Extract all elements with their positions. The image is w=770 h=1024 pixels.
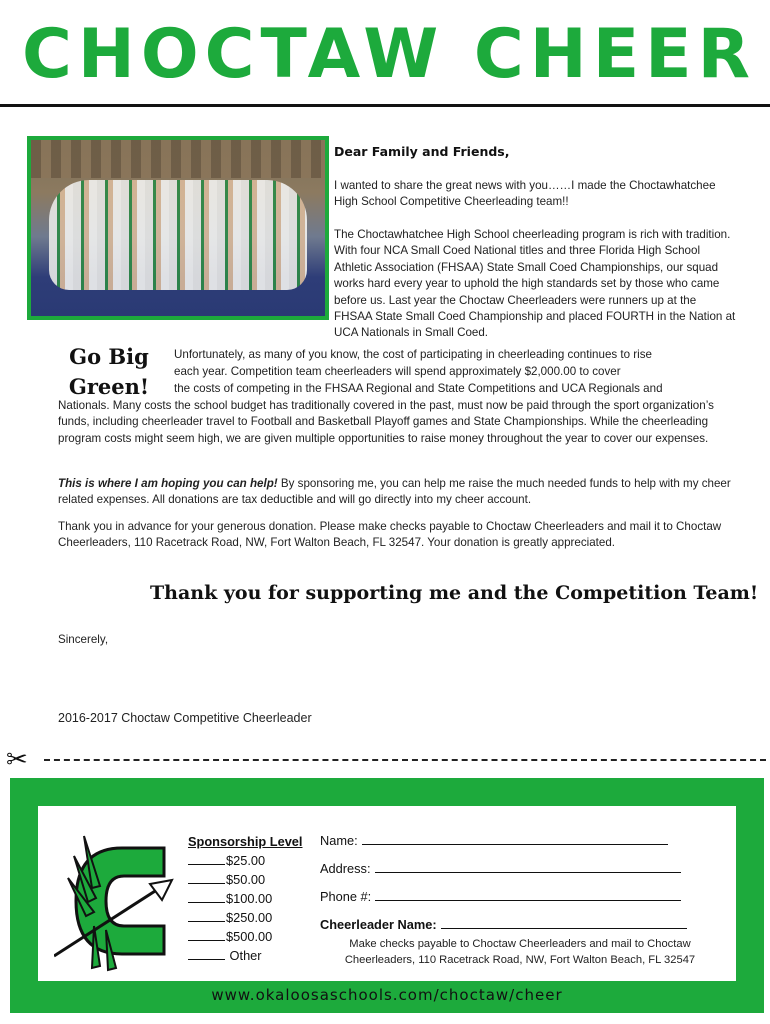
letter-paragraph-3-rest: Nationals. Many costs the school budget has traditionally covered in the past, must now be paid through the sport organization’s funds, including cheerleader travel to Football and Basketball Playoff games and State Championships. While the cheerleading program costs might seem high, we are given multiple opportunities to raise money throughout the year to cover our expenses.	[58, 399, 714, 445]
go-big-green-slogan	[54, 342, 164, 402]
level-option[interactable]	[188, 870, 303, 889]
help-emphasis: This is where I am hoping you can help!	[58, 477, 278, 490]
thank-you-banner: Thank you for supporting me and the Competition Team!	[150, 582, 759, 604]
level-option[interactable]	[188, 927, 303, 946]
blank-line	[188, 921, 225, 922]
slogan-line-1: Go Big	[69, 344, 149, 369]
level-amount: Other	[226, 948, 262, 963]
website-link[interactable]: www.okaloosaschools.com/choctaw/cheer	[211, 986, 563, 1004]
sponsorship-levels	[188, 832, 303, 965]
level-option[interactable]	[188, 946, 303, 965]
blank-line	[188, 940, 225, 941]
photo-bleachers	[31, 140, 325, 178]
help-text: By sponsoring me, you can help me raise the much needed funds to help with my cheer related expenses. All donations are tax deductible and will go directly into my cheer account.	[58, 477, 731, 507]
letter-paragraph-3-line-2: each year. Competition team cheerleaders will spend approximately $2,000.00 to cover	[174, 365, 621, 378]
name-label: Name	[320, 833, 355, 848]
level-amount: $250.00	[226, 910, 273, 925]
cheerleader-name-label: Cheerleader Name:	[320, 917, 437, 932]
team-photo	[27, 136, 329, 320]
letter-paragraph-4	[58, 476, 742, 509]
cheerleader-name-input-line[interactable]	[441, 916, 687, 929]
letter-paragraph-5: Thank you in advance for your generous donation. Please make checks payable to Choctaw Cheerleaders and mail it to Choctaw Cheerleaders, 110 Racetrack Road, NW, Fort Walton Beach, FL 32547. Your donation is greatly appreciated.	[58, 520, 722, 550]
address-label: Address:	[320, 861, 371, 876]
blank-line	[188, 959, 225, 960]
level-option[interactable]	[188, 908, 303, 927]
blank-line	[188, 902, 225, 903]
letter-paragraph-1: I wanted to share the great news with you……I made the Choctawhatchee High School Competitive Cheerleading team!!	[334, 179, 716, 209]
blank-line	[188, 864, 225, 865]
title-divider	[0, 104, 770, 107]
letter-paragraph-3-line-3: the costs of competing in the FHSAA Regional and State Competitions and UCA Regionals and	[174, 382, 663, 395]
letter-paragraph-3-line-1: Unfortunately, as many of you know, the cost of participating in cheerleading continues to rise	[174, 348, 652, 361]
phone-label: Phone #:	[320, 889, 372, 904]
name-field[interactable]: Name:	[320, 832, 687, 860]
phone-input-line[interactable]	[375, 888, 681, 901]
closing: Sincerely,	[58, 633, 109, 646]
name-input-line[interactable]	[362, 832, 668, 845]
donor-fields	[320, 832, 687, 944]
page-title: CHOCTAW CHEER	[22, 15, 756, 94]
choctaw-c-logo	[54, 826, 174, 976]
level-amount: $500.00	[226, 929, 273, 944]
make-checks-note: Make checks payable to Choctaw Cheerleaders and mail to Choctaw Cheerleaders, 110 Racetrack Road, NW, Fort Walton Beach, FL 32547	[344, 938, 696, 966]
dashed-cut-guide	[44, 759, 766, 761]
level-amount: $50.00	[226, 872, 266, 887]
sponsorship-header: Sponsorship Level	[188, 834, 303, 849]
phone-field[interactable]	[320, 888, 687, 916]
level-amount: $25.00	[226, 853, 266, 868]
level-option[interactable]	[188, 889, 303, 908]
signature-line: 2016-2017 Choctaw Competitive Cheerleader	[58, 711, 312, 725]
photo-team-group	[49, 180, 307, 290]
cut-line	[0, 744, 770, 774]
address-field[interactable]	[320, 860, 687, 888]
address-input-line[interactable]	[375, 860, 681, 873]
slogan-line-2: Green!	[68, 374, 150, 399]
blank-line	[188, 883, 225, 884]
level-option[interactable]	[188, 851, 303, 870]
letter-paragraph-2: The Choctawhatchee High School cheerleading program is rich with tradition. With four NCA Small Coed National titles and three Florida High School Athletic Association (FHSAA) State Small Coed Championships, our squad works hard every year to uphold the high standards set by those who came before us. Last year the Choctaw Cheerleaders were runners up at the FHSAA State Small Coed Championship and placed FOURTH in the Nation at UCA Nationals in Small Coed.	[334, 228, 736, 340]
scissors-icon: ✂	[6, 744, 28, 774]
level-amount: $100.00	[226, 891, 273, 906]
letter-greeting: Dear Family and Friends,	[334, 144, 510, 159]
